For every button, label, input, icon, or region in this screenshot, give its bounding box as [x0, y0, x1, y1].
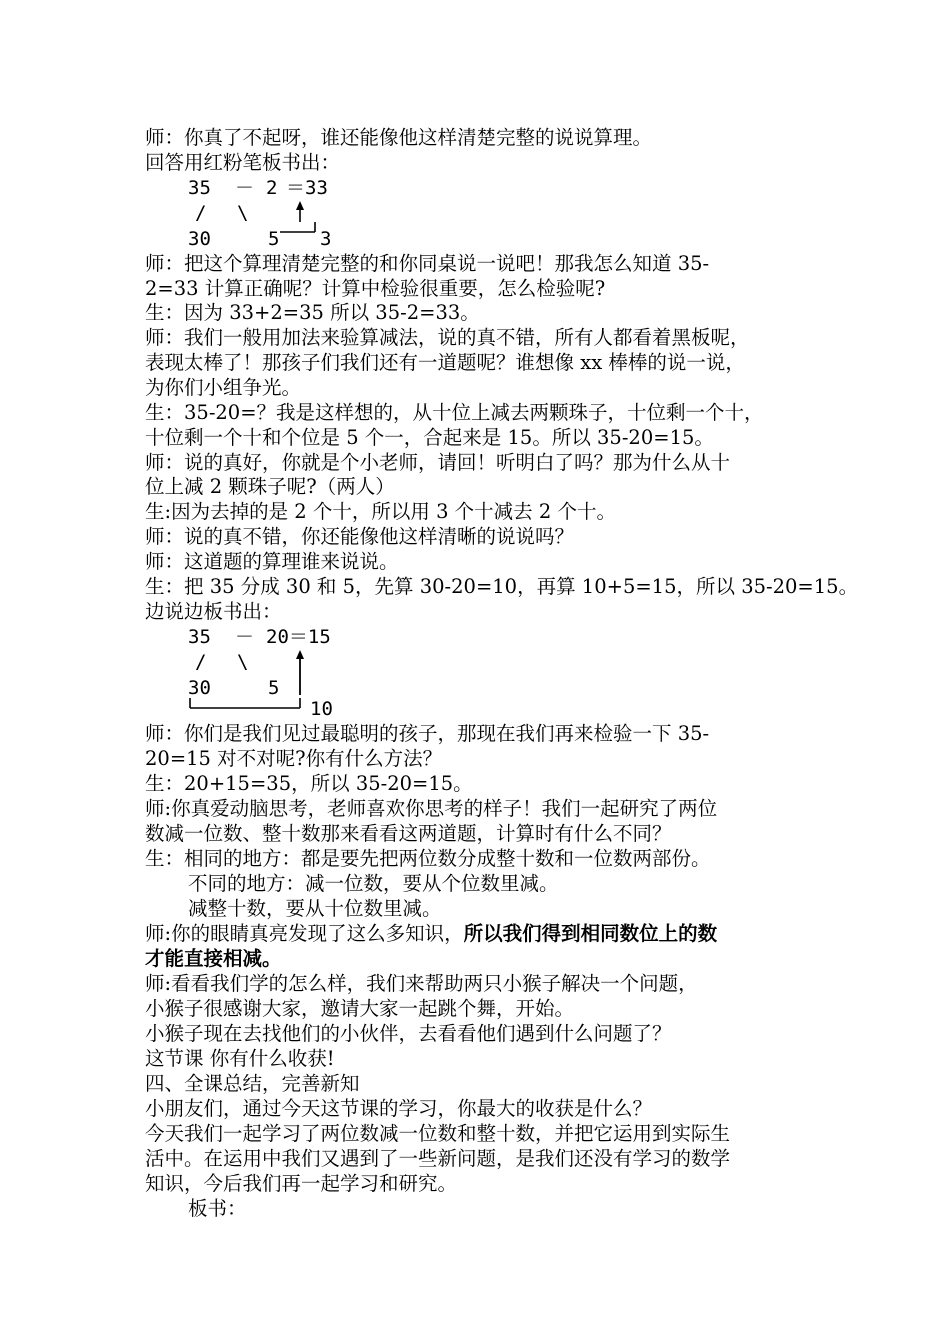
text-line: 小猴子很感谢大家，邀请大家一起跳个舞，开始。 — [145, 997, 575, 1020]
text-line: 师：这道题的算理谁来说说。 — [145, 550, 399, 573]
diagram-operator: － — [235, 177, 255, 199]
text-line: 为你们小组争光。 — [145, 376, 302, 399]
up-arrow-head — [296, 650, 304, 659]
text-line: 师:看看我们学的怎么样，我们来帮助两只小猴子解决一个问题， — [145, 972, 698, 995]
diagram-number: 3 — [320, 228, 332, 250]
text-line: 小猴子现在去找他们的小伙伴，去看看他们遇到什么问题了？ — [145, 1022, 672, 1045]
text-line: 小朋友们，通过今天这节课的学习，你最大的收获是什么？ — [145, 1097, 653, 1120]
text-line: 生：20+15=35，所以 35-20=15。 — [145, 772, 473, 795]
diagram-number: 30 — [188, 677, 211, 699]
text-line: 生：相同的地方：都是要先把两位数分成整十数和一位数两部份。 — [145, 847, 711, 870]
diagram-number: 30 — [188, 228, 211, 250]
diagram-split-left: / — [195, 651, 207, 673]
text-line: 师：我们一般用加法来验算减法，说的真不错，所有人都看着黑板呢， — [145, 326, 750, 349]
text-line: 不同的地方：减一位数，要从个位数里减。 — [188, 872, 559, 895]
text-line: 生：把 35 分成 30 和 5，先算 30-20=10，再算 10+5=15，所以 35-20=15。 — [145, 575, 859, 598]
text-line: 这节课 你有什么收获! — [145, 1047, 335, 1070]
diagram-split-left: / — [195, 202, 207, 224]
text-line: 师:你真爱动脑思考，老师喜欢你思考的样子！我们一起研究了两位 — [145, 797, 718, 820]
diagram-result: 20＝15 — [266, 626, 331, 648]
text-line: 活中。在运用中我们又遇到了一些新问题，是我们还没有学习的数学 — [145, 1147, 731, 1170]
text-line: 十位剩一个十和个位是 5 个一，合起来是 15。所以 35-20=15。 — [145, 426, 714, 449]
text-emphasis: 才能直接相减。 — [145, 947, 282, 970]
text-line: 20=15 对不对呢?你有什么方法？ — [145, 747, 443, 770]
diagram-number: 35 — [188, 177, 211, 199]
text-line: 位上减 2 颗珠子呢?（两人） — [145, 475, 395, 498]
text-line: 师：你真了不起呀，谁还能像他这样清楚完整的说说算理。 — [145, 126, 653, 149]
text-line: 2=33 计算正确呢？计算中检验很重要，怎么检验呢? — [145, 277, 606, 300]
text-line: 师：把这个算理清楚完整的和你同桌说一说吧！那我怎么知道 35- — [145, 252, 710, 275]
diagram-number: 5 — [268, 228, 280, 250]
diagram-number: 2 — [266, 177, 278, 199]
diagram-number: 10 — [310, 698, 333, 720]
text-line: 今天我们一起学习了两位数减一位数和整十数，并把它运用到实际生 — [145, 1122, 731, 1145]
diagram-number: 35 — [188, 626, 211, 648]
text-line: 师：说的真好，你就是个小老师，请回！听明白了吗？那为什么从十 — [145, 451, 731, 474]
board-label: 板书： — [188, 1197, 247, 1220]
text-line: 边说边板书出： — [145, 600, 282, 623]
diagram-split-right: \ — [237, 202, 249, 224]
text-line: 师：你们是我们见过最聪明的孩子，那现在我们再来检验一下 35- — [145, 722, 710, 745]
section-heading: 四、全课总结，完善新知 — [145, 1072, 360, 1095]
diagram-result: ＝33 — [286, 177, 328, 199]
text-line: 数减一位数、整十数那来看看这两道题，计算时有什么不同？ — [145, 822, 672, 845]
text-line: 师：说的真不错，你还能像他这样清晰的说说吗？ — [145, 525, 575, 548]
text-line: 生:因为去掉的是 2 个十，所以用 3 个十减去 2 个十。 — [145, 500, 616, 523]
text-emphasis: 所以我们得到相同数位上的数 — [463, 922, 718, 945]
text-normal: 师:你的眼睛真亮发现了这么多知识， — [145, 922, 464, 945]
text-line: 回答用红粉笔板书出： — [145, 151, 341, 174]
text-line: 表现太棒了！那孩子们我们还有一道题呢？谁想像 xx 棒棒的说一说， — [145, 351, 745, 374]
text-line-mixed — [145, 922, 717, 946]
diagram-split-right: \ — [237, 651, 249, 673]
text-line: 减整十数，要从十位数里减。 — [188, 897, 442, 920]
text-line: 生：35-20=？我是这样想的，从十位上减去两颗珠子，十位剩一个十， — [145, 401, 764, 424]
text-line: 知识，今后我们再一起学习和研究。 — [145, 1172, 458, 1195]
diagram-number: 5 — [268, 677, 280, 699]
text-line: 生：因为 33+2=35 所以 35-2=33。 — [145, 301, 480, 324]
diagram-operator: － — [235, 626, 255, 648]
